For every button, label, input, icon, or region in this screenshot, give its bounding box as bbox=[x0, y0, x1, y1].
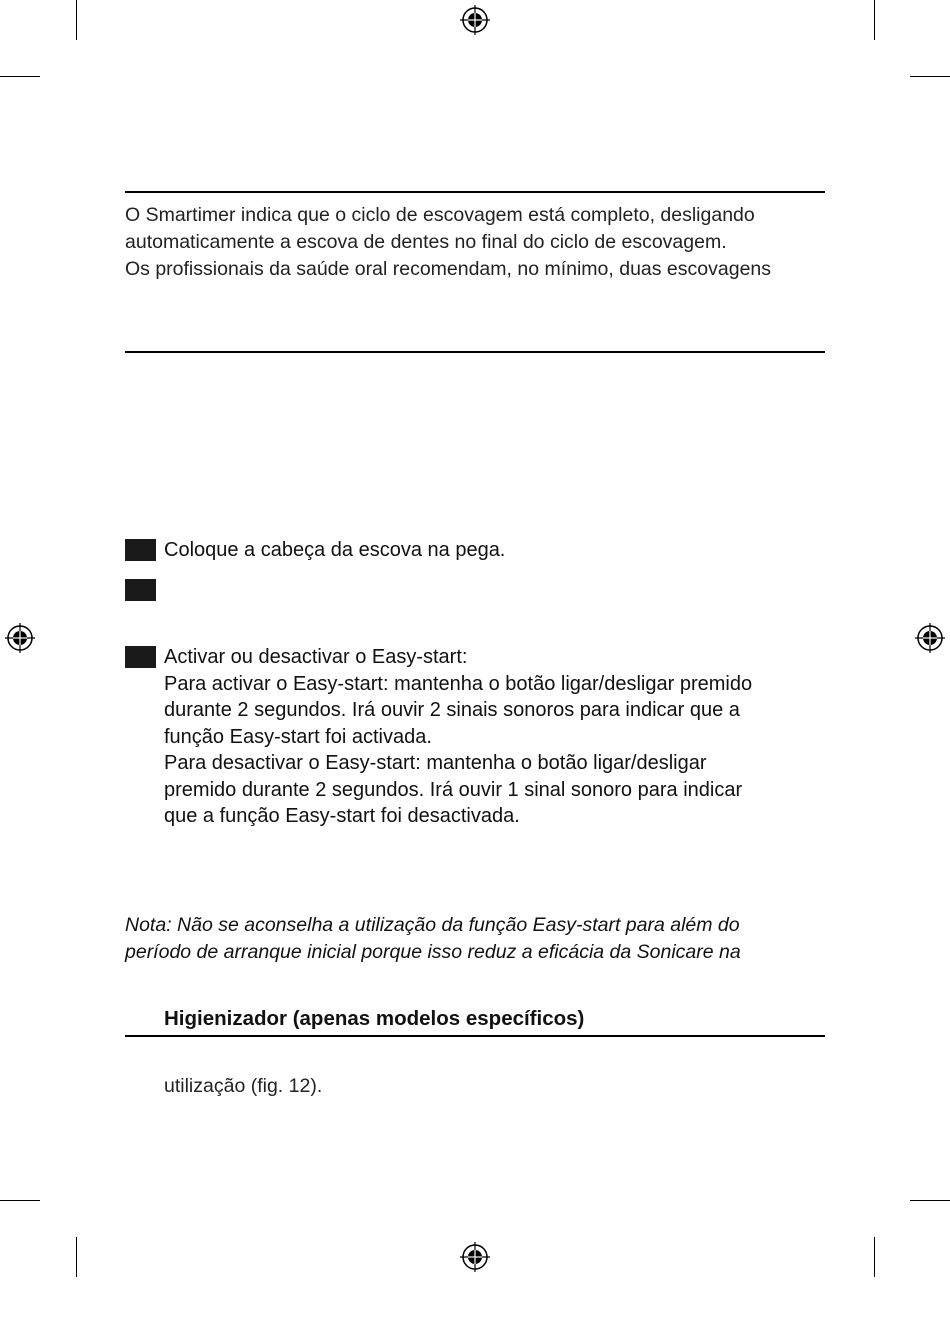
registration-mark-icon bbox=[915, 623, 945, 653]
section-rule bbox=[125, 1035, 825, 1037]
intro-paragraph bbox=[125, 202, 845, 283]
registration-mark-icon bbox=[5, 623, 35, 653]
step-line: função Easy-start foi activada. bbox=[164, 725, 432, 748]
intro-line: automaticamente a escova de dentes no final do ciclo de escovagem. bbox=[125, 231, 727, 253]
step-title: Activar ou desactivar o Easy-start: bbox=[164, 646, 468, 668]
step-line: durante 2 segundos. Irá ouvir 2 sinais sonoros para indicar que a bbox=[164, 699, 740, 721]
crop-mark bbox=[76, 0, 77, 40]
intro-line: Os profissionais da saúde oral recomendam, no mínimo, duas escovagens bbox=[125, 258, 772, 280]
section-rule bbox=[125, 191, 825, 193]
step-text: Coloque a cabeça da escova na pega. bbox=[164, 539, 506, 561]
note-paragraph bbox=[125, 912, 845, 966]
section-heading: Higienizador (apenas modelos específicos) bbox=[164, 1007, 585, 1030]
crop-mark bbox=[0, 76, 40, 77]
intro-line: O Smartimer indica que o ciclo de escovagem está completo, desligando bbox=[125, 204, 755, 226]
step-marker bbox=[125, 579, 156, 601]
crop-mark bbox=[76, 1237, 77, 1277]
step-marker bbox=[125, 539, 156, 561]
crop-mark bbox=[874, 1237, 875, 1277]
crop-mark bbox=[874, 0, 875, 40]
section-rule bbox=[125, 351, 825, 353]
step-line: premido durante 2 segundos. Irá ouvir 1 sinal sonoro para indicar bbox=[164, 778, 743, 801]
registration-mark-icon bbox=[460, 5, 490, 35]
step-marker bbox=[125, 646, 156, 668]
step-easy-start bbox=[164, 644, 844, 830]
step-line: Para desactivar o Easy-start: mantenha o botão ligar/desligar bbox=[164, 752, 707, 774]
step-line: que a função Easy-start foi desactivada. bbox=[164, 805, 520, 827]
registration-mark-icon bbox=[460, 1242, 490, 1272]
crop-mark bbox=[910, 1200, 950, 1201]
crop-mark bbox=[910, 76, 950, 77]
section-body: utilização (fig. 12). bbox=[164, 1075, 323, 1097]
crop-mark bbox=[0, 1200, 40, 1201]
note-line: período de arranque inicial porque isso reduz a eficácia da Sonicare na bbox=[125, 941, 741, 963]
note-line: Nota: Não se aconselha a utilização da função Easy-start para além do bbox=[125, 914, 740, 936]
step-line: Para activar o Easy-start: mantenha o botão ligar/desligar premido bbox=[164, 672, 753, 695]
